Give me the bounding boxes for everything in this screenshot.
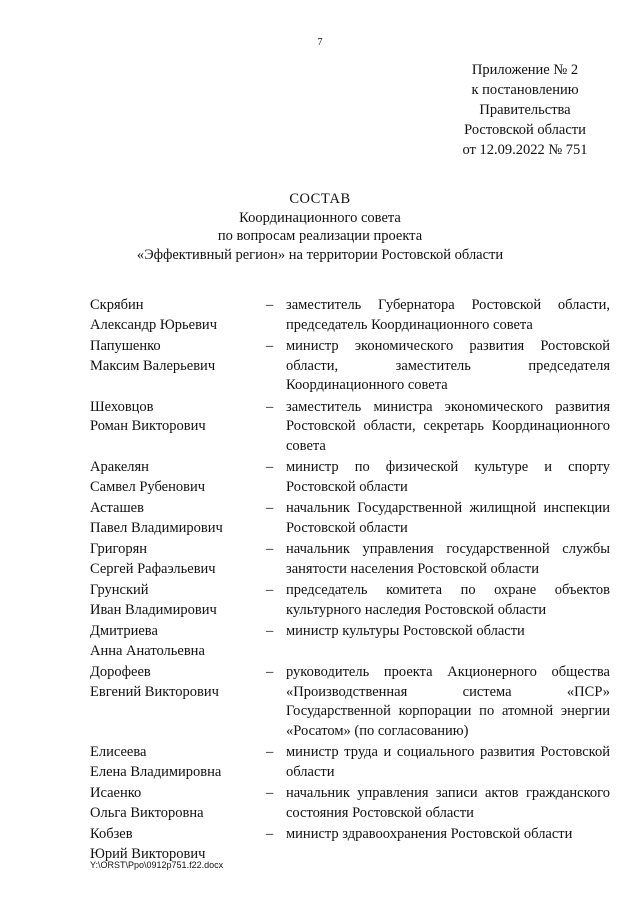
member-given-name: Ольга Викторовна	[90, 804, 204, 821]
member-given-name: Сергей Рафаэльевич	[90, 560, 216, 577]
member-given-name: Павел Владимирович	[90, 519, 223, 536]
appendix-line: к постановлению	[471, 82, 579, 98]
appendix-header	[440, 60, 610, 160]
member-name	[90, 581, 266, 620]
member-row	[90, 458, 610, 497]
dash-separator: –	[266, 826, 274, 842]
dash-separator: –	[266, 338, 274, 354]
dash-separator: –	[266, 398, 274, 415]
member-row	[90, 540, 610, 579]
member-surname: Асташев	[90, 500, 144, 516]
page-number: 7	[317, 37, 323, 48]
member-given-name: Роман Викторович	[90, 418, 206, 434]
member-role: начальник Государственной жилищной инспекции Ростовской области	[286, 500, 610, 536]
member-role: министр труда и социального развития Ростовской области	[286, 744, 610, 780]
member-surname: Елисеева	[90, 744, 147, 760]
member-role: министр здравоохранения Ростовской области	[286, 826, 573, 842]
member-row	[90, 743, 610, 782]
dash-separator: –	[266, 582, 274, 598]
member-name	[90, 458, 266, 497]
member-role: председатель комитета по охране объектов культурного наследия Ростовской области	[286, 582, 610, 618]
member-row	[90, 337, 610, 396]
appendix-line: от 12.09.2022 № 751	[462, 142, 588, 158]
dash-separator: –	[266, 744, 274, 760]
dash-separator: –	[266, 664, 274, 680]
member-surname: Исаенко	[90, 785, 142, 801]
member-role: заместитель министра экономического развития Ростовской области, секретарь Координационного совета	[286, 398, 610, 454]
member-given-name: Анна Анатольевна	[90, 642, 205, 659]
member-row	[90, 622, 610, 661]
member-name	[90, 825, 266, 864]
title-line: по вопросам реализации проекта	[217, 228, 423, 244]
member-name	[90, 337, 266, 396]
member-role: руководитель проекта Акционерного общества «Производственная система «ПСР» Государственной корпорации по атомной энергии «Росатом» (по согласованию)	[286, 664, 610, 739]
title-line: «Эффективный регион» на территории Ростовской области	[136, 246, 504, 263]
member-role: министр культуры Ростовской области	[286, 623, 525, 639]
members-list	[90, 296, 610, 866]
member-row	[90, 825, 610, 864]
member-given-name: Александр Юрьевич	[90, 316, 217, 333]
member-row	[90, 784, 610, 823]
member-surname: Шеховцов	[90, 398, 154, 415]
member-surname: Григорян	[90, 541, 147, 557]
member-given-name: Самвел Рубенович	[90, 478, 205, 495]
dash-separator: –	[266, 785, 274, 801]
member-name	[90, 540, 266, 579]
file-path-footer: Y:\ORST\Ppo\0912p751.f22.docx	[90, 860, 224, 870]
member-name	[90, 663, 266, 741]
dash-separator: –	[266, 541, 274, 557]
member-role: министр экономического развития Ростовской области, заместитель председателя Координационного совета	[286, 338, 610, 393]
member-row	[90, 663, 610, 741]
member-role: начальник управления записи актов гражданского состояния Ростовской области	[286, 785, 610, 821]
member-name	[90, 398, 266, 457]
member-surname: Дмитриева	[90, 623, 158, 639]
dash-separator: –	[266, 623, 274, 639]
member-row	[90, 398, 610, 457]
appendix-line: Ростовской области	[464, 122, 586, 138]
dash-separator: –	[266, 297, 274, 313]
member-name	[90, 622, 266, 661]
member-given-name: Максим Валерьевич	[90, 357, 216, 374]
member-given-name: Юрий Викторович	[90, 845, 206, 862]
member-given-name: Евгений Викторович	[90, 683, 219, 700]
member-surname: Кобзев	[90, 826, 133, 842]
document-title	[0, 190, 640, 264]
member-row	[90, 499, 610, 538]
member-given-name: Иван Владимирович	[90, 601, 217, 618]
member-row	[90, 296, 610, 335]
member-role: начальник управления государственной службы занятости населения Ростовской области	[286, 541, 610, 577]
dash-separator: –	[266, 459, 274, 475]
member-name	[90, 743, 266, 782]
member-given-name: Елена Владимировна	[90, 763, 222, 780]
member-surname: Грунский	[90, 582, 149, 598]
title-main: СОСТАВ	[289, 191, 351, 207]
member-surname: Аракелян	[90, 459, 149, 475]
member-role: министр по физической культуре и спорту Ростовской области	[286, 459, 610, 495]
member-surname: Скрябин	[90, 297, 144, 313]
member-role: заместитель Губернатора Ростовской области, председатель Координационного совета	[286, 297, 610, 333]
member-name	[90, 784, 266, 823]
member-name	[90, 296, 266, 335]
member-name	[90, 499, 266, 538]
title-line: Координационного совета	[239, 209, 401, 226]
appendix-line: Приложение № 2	[471, 62, 579, 78]
appendix-line: Правительства	[479, 102, 571, 118]
member-row	[90, 581, 610, 620]
member-surname: Дорофеев	[90, 664, 151, 680]
member-surname: Папушенко	[90, 338, 161, 354]
dash-separator: –	[266, 500, 274, 516]
